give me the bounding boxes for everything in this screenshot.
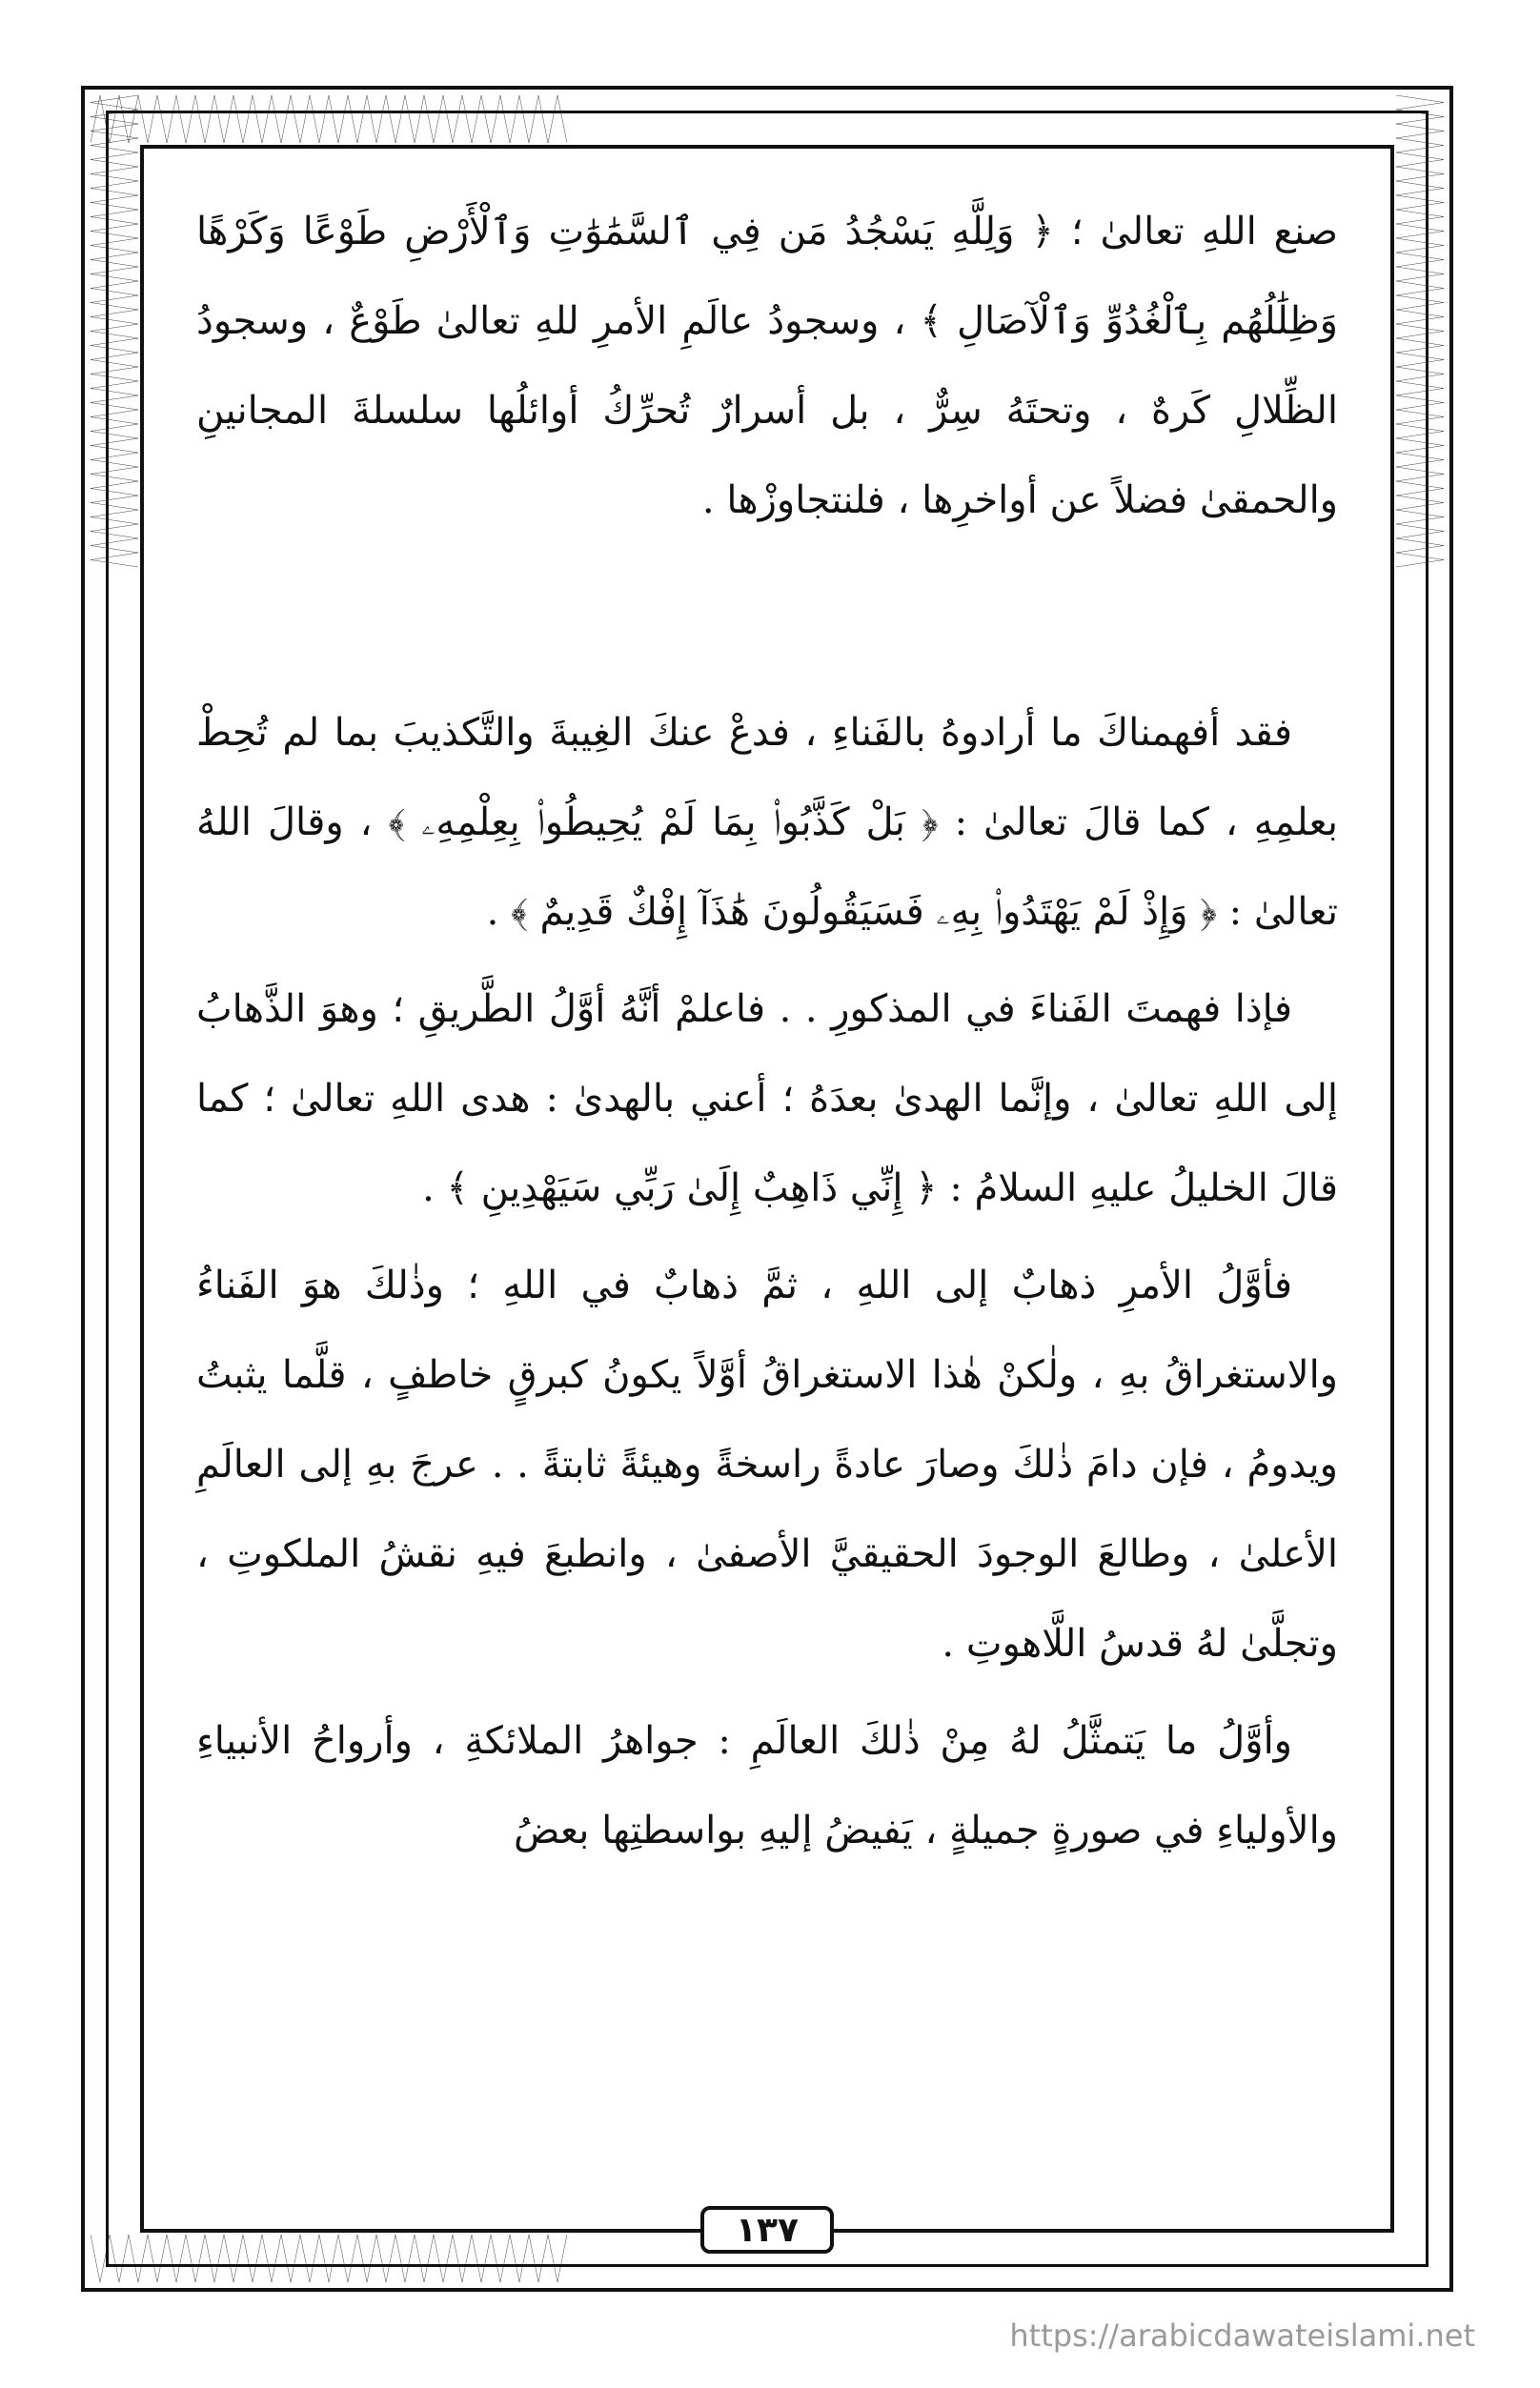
paragraph-5: وأوَّلُ ما يَتمثَّلُ لهُ مِنْ ذٰلكَ العالَمِ : جواهرُ الملائكةِ ، وأرواحُ الأنبياءِ والأولياءِ في صورةٍ جميلةٍ ، يَفيضُ إليهِ بواسطتِها بعضُ bbox=[196, 1719, 1338, 1852]
text-frame bbox=[140, 145, 1394, 2250]
paragraph-4: فأوَّلُ الأمرِ ذهابٌ إلى اللهِ ، ثمَّ ذهابٌ في اللهِ ؛ وذٰلكَ هوَ الفَناءُ والاستغراقُ بهِ ، ولٰكنْ هٰذا الاستغراقُ أوَّلاً يكونُ كبرقٍ خاطفٍ ، قلَّما يثبتُ ويدومُ ، فإن دامَ ذٰلكَ وصارَ عادةً راسخةً وهيئةً ثابتةً . . عرجَ بهِ إلى العالَمِ الأعلىٰ ، وطالعَ الوجودَ الحقيقيَّ الأصفىٰ ، وانطبعَ فيهِ نقشُ الملكوتِ ، وتجلَّىٰ لهُ قدسُ اللَّاهوتِ . bbox=[196, 1264, 1338, 1666]
page-body bbox=[196, 187, 1338, 1883]
page-border bbox=[81, 86, 1453, 2292]
paragraph-2: فقد أفهمناكَ ما أرادوهُ بالفَناءِ ، فدعْ عنكَ الغِيبةَ والتَّكذيبَ بما لم تُحِطْ بعلمِهِ ، كما قالَ تعالىٰ : ﴿ بَلْ كَذَّبُوا۟ بِمَا لَمْ يُحِيطُوا۟ بِعِلْمِهِۦ ﴾ ، وقالَ اللهُ تعالىٰ : ﴿ وَإِذْ لَمْ يَهْتَدُوا۟ بِهِۦ فَسَيَقُولُونَ هَٰذَآ إِفْكٌ قَدِيمٌ ﴾ . bbox=[196, 711, 1338, 934]
paragraph-1: صنع اللهِ تعالىٰ ؛ ﴿ وَلِلَّهِ يَسْجُدُ مَن فِي ٱلسَّمَٰوَٰتِ وَٱلْأَرْضِ طَوْعًا وَكَرْهًا وَظِلَٰلُهُم بِٱلْغُدُوِّ وَٱلْآصَالِ ﴾ ، وسجودُ عالَمِ الأمرِ للهِ تعالىٰ طَوْعٌ ، وسجودُ الظِّلالِ كَرهٌ ، وتحتَهُ سِرٌّ ، بل أسرارٌ تُحرِّكُ أوائلُها سلسلةَ المجانينِ والحمقىٰ فضلاً عن أواخرِها ، فلنتجاوزْها . bbox=[196, 210, 1338, 522]
paragraph-3: فإذا فهمتَ الفَناءَ في المذكورِ . . فاعلمْ أنَّهُ أوَّلُ الطَّريقِ ؛ وهوَ الذَّهابُ إلى اللهِ تعالىٰ ، وإنَّما الهدىٰ بعدَهُ ؛ أعني بالهدىٰ : هدى اللهِ تعالىٰ ؛ كما قالَ الخليلُ عليهِ السلامُ : ﴿ إِنِّي ذَاهِبٌ إِلَىٰ رَبِّي سَيَهْدِينِ ﴾ . bbox=[196, 987, 1338, 1210]
page-number: ١٣٧ bbox=[700, 2206, 834, 2254]
watermark-url: https://arabicdawateislami.net bbox=[1009, 2317, 1475, 2354]
